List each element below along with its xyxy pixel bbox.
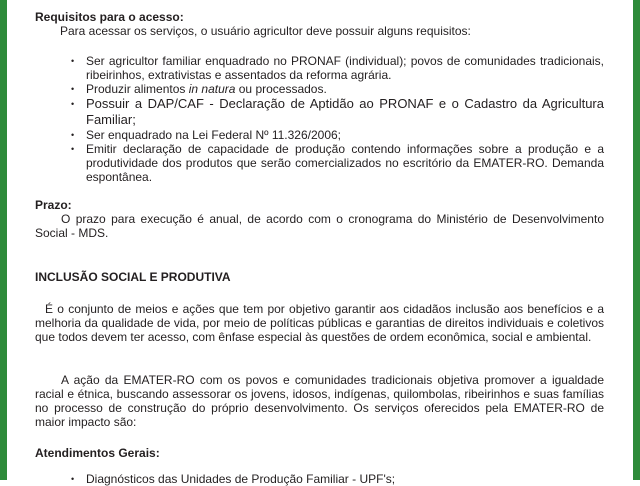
list-item: • Produzir alimentos in natura ou processados.	[71, 82, 327, 96]
right-frame-border	[633, 0, 640, 480]
bullet-icon: •	[71, 56, 75, 66]
document-page	[35, 0, 605, 486]
bullet-icon: •	[71, 130, 75, 140]
requisitos-intro: Para acessar os serviços, o usuário agricultor deve possuir alguns requisitos:	[60, 24, 471, 38]
bullet-icon: •	[71, 99, 75, 109]
atendimentos-heading: Atendimentos Gerais:	[35, 446, 160, 460]
bullet-icon: •	[71, 144, 75, 154]
list-item: • Ser agricultor familiar enquadrado no PRONAF (individual); povos de comunidades tradicionais, ribeirinhos, extrativistas e assentados da reforma agrária.	[71, 54, 604, 82]
atendimentos-list	[35, 472, 604, 486]
left-frame-border	[0, 0, 7, 480]
prazo-text: O prazo para execução é anual, de acordo com o cronograma do Ministério de Desenvolvimento Social - MDS.	[35, 212, 604, 240]
bullet-icon: •	[71, 84, 75, 94]
inclusao-paragraph-1: É o conjunto de meios e ações que tem por objetivo garantir aos cidadãos inclusão aos benefícios e a melhoria da qualidade de vida, por meio de políticas públicas e garantias de direitos individuais e coletivos que todos devem ter acesso, com ênfase especial às questões de ordem econômica, social e ambiental.	[35, 302, 604, 344]
requisitos-heading: Requisitos para o acesso:	[35, 10, 184, 24]
bullet-icon: •	[71, 474, 75, 484]
inclusao-heading: INCLUSÃO SOCIAL E PRODUTIVA	[35, 270, 231, 284]
inclusao-paragraph-2: A ação da EMATER-RO com os povos e comunidades tradicionais objetiva promover a igualdade racial e étnica, buscando assessorar os jovens, idosos, indígenas, quilombolas, ribeirinhos e suas famílias no processo de construção do próprio desenvolvimento. Os serviços oferecidos pela EMATER-RO de maior impacto são:	[35, 373, 604, 429]
prazo-heading: Prazo:	[35, 198, 72, 212]
list-item: • Ser enquadrado na Lei Federal Nº 11.326/2006;	[71, 128, 342, 142]
requisitos-list	[35, 54, 604, 184]
list-item: • Emitir declaração de capacidade de produção contendo informações sobre a produção e a produtividade dos produtos que serão comercializados no escritório da EMATER-RO. Demanda espontânea.	[71, 142, 604, 184]
list-item: • Possuir a DAP/CAF - Declaração de Aptidão ao PRONAF e o Cadastro da Agricultura Familiar;	[71, 96, 604, 127]
list-item: • Diagnósticos das Unidades de Produção Familiar - UPF's;	[71, 472, 396, 486]
